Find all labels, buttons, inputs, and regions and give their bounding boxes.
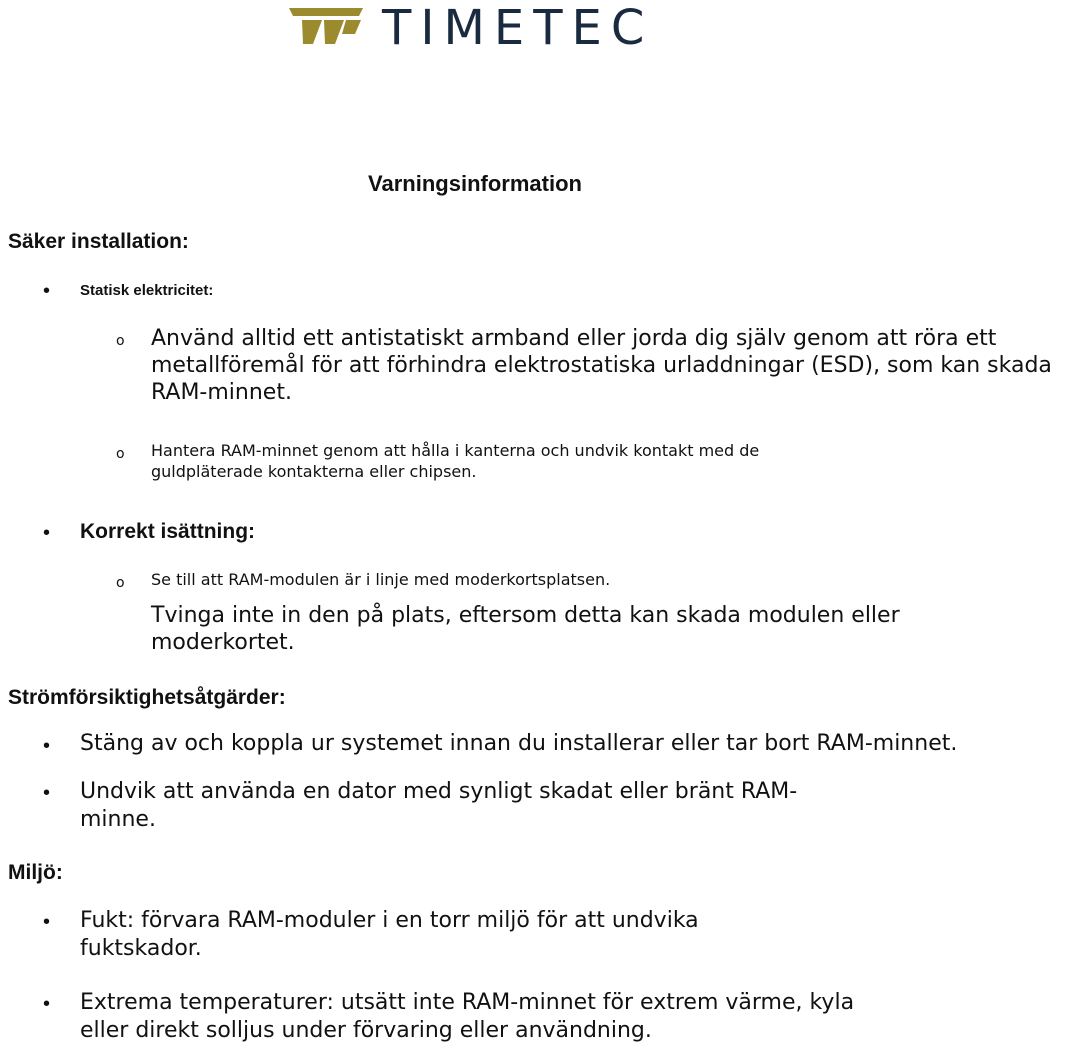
page-title: Varningsinformation [368,171,582,196]
bullet-marker: • [43,782,51,804]
bullet-marker: • [43,522,51,544]
sub-item-no-force: Tvinga inte in den på plats, eftersom detta kan skada modulen eller moderkortet. [151,603,900,655]
bullet-marker: • [43,993,51,1015]
circle-marker: o [116,446,125,462]
sub-item-esd: Använd alltid ett antistatiskt armband eller jorda dig själv genom att röra ett metallföremål för att förhindra elektrostatiska urladdningar (ESD), som kan skada RAM-minnet. [151,326,1052,405]
subheading-correct-insertion: Korrekt isättning: [80,520,256,543]
circle-marker: o [116,575,125,591]
subheading-static-electricity: Statisk elektricitet: [80,282,214,299]
sub-item-handling: Hantera RAM-minnet genom att hålla i kanterna och undvik kontakt med de guldpläterade kontakterna eller chipsen. [151,441,760,481]
circle-marker: o [116,333,125,349]
sub-item-alignment: Se till att RAM-modulen är i linje med moderkortsplatsen. [151,570,611,589]
timetec-logo-icon [289,2,365,48]
list-item-power-off: Stäng av och koppla ur systemet innan du installerar eller tar bort RAM-minnet. [80,731,958,756]
list-item-temperature: Extrema temperaturer: utsätt inte RAM-minnet för extrem värme, kyla eller direkt solljus under förvaring eller användning. [80,990,855,1043]
section-heading-power-precautions: Strömförsiktighetsåtgärder: [8,686,286,709]
list-item-damaged-ram: Undvik att använda en dator med synligt skadat eller bränt RAM-minne. [80,779,798,832]
bullet-marker: • [43,735,51,757]
section-heading-safe-installation: Säker installation: [8,230,189,253]
section-heading-environment: Miljö: [8,861,63,884]
bullet-marker: • [43,911,51,933]
bullet-marker: • [43,280,51,302]
list-item-humidity: Fukt: förvara RAM-moduler i en torr miljö för att undvika fuktskador. [80,908,699,961]
logo-wordmark: TIMETEC [382,0,654,56]
